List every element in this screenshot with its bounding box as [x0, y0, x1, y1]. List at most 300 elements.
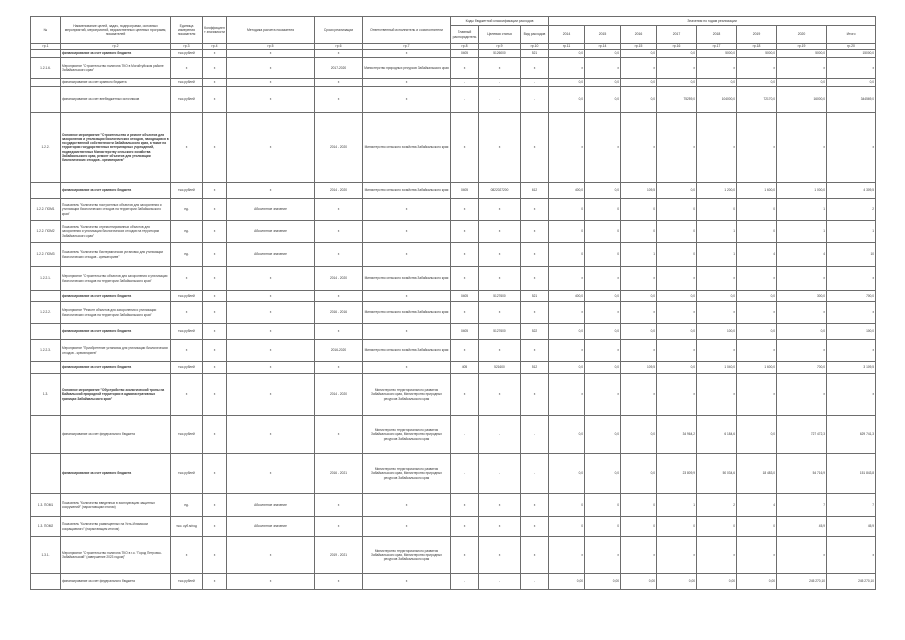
- program-table: [30, 16, 876, 590]
- table-cell: 0405: [451, 324, 479, 340]
- row-title-cell: Мероприятие "Строительство полигона ТКО в г.о. "Город Петровск-Забайкальский" (завершение 2023 годом)": [61, 537, 171, 574]
- table-cell: х: [315, 574, 363, 590]
- row-number-cell: 1.2.2. ПОМ2: [31, 221, 61, 243]
- table-cell: тыс.рублей: [171, 183, 203, 199]
- table-cell: 50 034,6: [697, 454, 737, 494]
- table-cell: х: [827, 374, 876, 416]
- table-cell: 400,0: [549, 291, 585, 302]
- table-cell: 2016 - 2016: [315, 302, 363, 324]
- row-title-cell: финансирование за счет федерального бюджета: [61, 416, 171, 454]
- table-cell: х: [451, 58, 479, 79]
- table-cell: х: [697, 267, 737, 291]
- table-cell: х: [521, 199, 549, 221]
- table-cell: х: [227, 416, 315, 454]
- table-cell: -: [479, 574, 521, 590]
- table-cell: х: [315, 79, 363, 87]
- table-cell: -: [521, 454, 549, 494]
- row-number-cell: 1.3.1.: [31, 537, 61, 574]
- table-cell: 1: [697, 243, 737, 267]
- table-cell: х: [451, 243, 479, 267]
- table-cell: х: [203, 267, 227, 291]
- table-cell: х: [203, 221, 227, 243]
- table-cell: 2014 - 2020: [315, 113, 363, 183]
- table-cell: 0,0: [549, 87, 585, 113]
- table-cell: 0,00: [549, 574, 585, 590]
- table-cell: х: [521, 494, 549, 517]
- table-cell: 0,0: [585, 416, 621, 454]
- table-cell: х: [621, 113, 657, 183]
- header-name: Наименование целей, задач, подпрограмм, основных мероприятий, мероприятий, ведомственных целевых программ, показателей: [61, 17, 171, 44]
- table-cell: 0,0: [549, 362, 585, 374]
- table-cell: Министерство сельского хозяйства Забайкальского края: [363, 183, 451, 199]
- table-cell: х: [521, 374, 549, 416]
- table-cell: 5000,0: [697, 50, 737, 58]
- row-title-cell: Показатель "Количество построенных объектов для захоронения и утилизации биологических отходов на территории Забайкальского края": [61, 199, 171, 221]
- table-cell: х: [657, 113, 697, 183]
- table-cell: х: [585, 58, 621, 79]
- table-cell: х: [227, 50, 315, 58]
- row-number-cell: 1.2.2.2.: [31, 302, 61, 324]
- table-cell: х: [203, 374, 227, 416]
- table-cell: х: [363, 362, 451, 374]
- table-cell: х: [227, 374, 315, 416]
- column-index-cell: гр.10: [521, 44, 549, 50]
- header-expense-type: Вид расходов: [521, 26, 549, 44]
- table-cell: х: [697, 302, 737, 324]
- table-row: [31, 302, 876, 324]
- table-cell: х: [451, 340, 479, 362]
- table-cell: 15000,0: [827, 50, 876, 58]
- table-cell: х: [315, 362, 363, 374]
- table-cell: х: [227, 113, 315, 183]
- table-cell: х: [585, 302, 621, 324]
- table-cell: 300,0: [777, 291, 827, 302]
- table-cell: 521600: [479, 362, 521, 374]
- table-cell: х: [227, 574, 315, 590]
- table-cell: 0,00: [737, 574, 777, 590]
- table-cell: Министерство сельского хозяйства Забайкальского края: [363, 267, 451, 291]
- table-cell: Министерство сельского хозяйства Забайкальского края: [363, 113, 451, 183]
- table-cell: х: [479, 340, 521, 362]
- table-cell: 4: [777, 243, 827, 267]
- row-number-cell: 1.2.2.1.: [31, 267, 61, 291]
- column-index-cell: гр.4: [203, 44, 227, 50]
- column-index-cell: гр.16: [657, 44, 697, 50]
- row-number-cell: 1.2.2. ПОМ1: [31, 199, 61, 221]
- header-method: Методика расчета показателя: [227, 17, 315, 44]
- table-cell: х: [479, 267, 521, 291]
- table-cell: х: [227, 87, 315, 113]
- table-cell: Министерство территориального развития Забайкальского края, Министерство природных ресурсов Забайкальского края: [363, 454, 451, 494]
- column-index-cell: гр.1: [31, 44, 61, 50]
- row-title-cell: Основное мероприятие "Обустройство экологической тропы на Байкальской природной территории в административных границах Забайкальского края": [61, 374, 171, 416]
- table-cell: 1 040,0: [697, 362, 737, 374]
- table-cell: 7: [777, 494, 827, 517]
- table-cell: х: [227, 267, 315, 291]
- table-cell: 0: [621, 517, 657, 537]
- table-cell: х: [657, 302, 697, 324]
- table-cell: х: [171, 537, 203, 574]
- table-cell: х: [621, 58, 657, 79]
- table-cell: 45,9: [827, 517, 876, 537]
- table-cell: х: [737, 340, 777, 362]
- table-cell: х: [227, 183, 315, 199]
- table-cell: х: [827, 113, 876, 183]
- table-cell: 0: [585, 199, 621, 221]
- table-cell: -: [451, 79, 479, 87]
- table-cell: 0,0: [737, 416, 777, 454]
- table-cell: 1: [657, 494, 697, 517]
- table-cell: 245 270,10: [827, 574, 876, 590]
- table-cell: 2019 - 2021: [315, 537, 363, 574]
- table-cell: 5000,0: [737, 50, 777, 58]
- row-title-cell: финансирование за счет краевого бюджета: [61, 50, 171, 58]
- table-cell: 0,0: [737, 291, 777, 302]
- table-cell: х: [479, 374, 521, 416]
- table-cell: 6 184,6: [697, 416, 737, 454]
- table-cell: х: [621, 267, 657, 291]
- table-cell: х: [479, 221, 521, 243]
- table-cell: 0,0: [827, 79, 876, 87]
- table-cell: 0,0: [585, 79, 621, 87]
- table-cell: 1: [621, 243, 657, 267]
- table-cell: х: [203, 199, 227, 221]
- table-cell: х: [363, 517, 451, 537]
- table-cell: 45,9: [777, 517, 827, 537]
- column-index-cell: гр.7: [363, 44, 451, 50]
- row-number-cell: [31, 50, 61, 58]
- table-cell: х: [315, 243, 363, 267]
- table-cell: х: [203, 113, 227, 183]
- table-cell: 0,0: [697, 291, 737, 302]
- table-cell: ед.: [171, 243, 203, 267]
- table-cell: 700,0: [827, 291, 876, 302]
- table-cell: 512: [521, 362, 549, 374]
- table-cell: х: [549, 302, 585, 324]
- table-cell: 5126000: [479, 50, 521, 58]
- table-cell: -: [521, 79, 549, 87]
- table-cell: 0,00: [657, 574, 697, 590]
- table-cell: -: [521, 416, 549, 454]
- table-cell: х: [203, 494, 227, 517]
- header-year: 2018: [697, 26, 737, 44]
- table-cell: тыс.рублей: [171, 416, 203, 454]
- header-budget-codes: Коды бюджетной классификации расходов: [451, 17, 549, 26]
- table-cell: х: [227, 324, 315, 340]
- table-cell: х: [451, 517, 479, 537]
- table-cell: 0,0: [737, 324, 777, 340]
- table-cell: х: [203, 324, 227, 340]
- column-index-cell: гр.17: [697, 44, 737, 50]
- column-index-cell: гр.6: [315, 44, 363, 50]
- table-cell: х: [777, 340, 827, 362]
- table-cell: х: [451, 267, 479, 291]
- table-cell: 0,0: [621, 79, 657, 87]
- table-cell: Министерство природных ресурсов Забайкальского края: [363, 58, 451, 79]
- table-cell: 0,0: [657, 79, 697, 87]
- table-cell: х: [315, 494, 363, 517]
- row-number-cell: 1.2.1.6.: [31, 58, 61, 79]
- table-cell: х: [549, 537, 585, 574]
- table-cell: х: [227, 537, 315, 574]
- table-cell: х: [827, 340, 876, 362]
- table-cell: Министерство сельского хозяйства Забайкальского края: [363, 340, 451, 362]
- table-cell: 0822027200: [479, 183, 521, 199]
- table-cell: тыс.рублей: [171, 291, 203, 302]
- spreadsheet-page: [30, 16, 875, 590]
- table-cell: х: [521, 267, 549, 291]
- table-cell: х: [657, 267, 697, 291]
- table-row: [31, 183, 876, 199]
- row-number-cell: [31, 454, 61, 494]
- table-cell: 700,0: [777, 362, 827, 374]
- table-cell: тыс.рублей: [171, 454, 203, 494]
- row-number-cell: 1.2.2.: [31, 113, 61, 183]
- table-cell: 0: [621, 494, 657, 517]
- table-cell: х: [227, 58, 315, 79]
- row-title-cell: финансирование за счет краевого бюджета: [61, 454, 171, 494]
- table-cell: х: [521, 302, 549, 324]
- table-cell: 0,0: [657, 291, 697, 302]
- table-cell: 0,0: [621, 291, 657, 302]
- table-cell: 0,0: [585, 454, 621, 494]
- column-index-cell: гр.18: [737, 44, 777, 50]
- table-cell: х: [657, 537, 697, 574]
- table-cell: 2014 - 2020: [315, 183, 363, 199]
- table-cell: х: [479, 199, 521, 221]
- row-number-cell: [31, 416, 61, 454]
- table-cell: -: [451, 574, 479, 590]
- table-cell: х: [363, 324, 451, 340]
- row-number-cell: 1.3. ПОМ1: [31, 494, 61, 517]
- table-cell: х: [697, 58, 737, 79]
- table-cell: х: [777, 537, 827, 574]
- table-cell: х: [203, 291, 227, 302]
- header-total: Итого: [827, 26, 876, 44]
- table-row: [31, 454, 876, 494]
- header-year: 2019: [737, 26, 777, 44]
- table-cell: 0: [657, 243, 697, 267]
- table-cell: 0,0: [657, 362, 697, 374]
- table-cell: 104000,0: [697, 87, 737, 113]
- table-cell: х: [203, 362, 227, 374]
- header-year: 2014: [549, 26, 585, 44]
- table-cell: тыс.рублей: [171, 362, 203, 374]
- table-row: [31, 324, 876, 340]
- header-row-top: [31, 17, 876, 26]
- table-cell: х: [521, 537, 549, 574]
- table-cell: х: [621, 537, 657, 574]
- table-cell: 522: [521, 324, 549, 340]
- table-cell: 0,0: [697, 79, 737, 87]
- table-cell: х: [363, 87, 451, 113]
- table-body: [31, 44, 876, 590]
- table-cell: х: [549, 267, 585, 291]
- table-cell: 0: [621, 199, 657, 221]
- table-cell: тыс.рублей: [171, 79, 203, 87]
- table-cell: 0,0: [621, 324, 657, 340]
- table-cell: х: [203, 537, 227, 574]
- row-title-cell: финансирование за счет федерального бюджета: [61, 574, 171, 590]
- table-cell: Абсолютное значение: [227, 494, 315, 517]
- table-cell: 344569,0: [827, 87, 876, 113]
- table-cell: 0: [737, 517, 777, 537]
- table-cell: х: [315, 324, 363, 340]
- table-cell: 1 600,0: [737, 183, 777, 199]
- table-cell: 400,0: [549, 183, 585, 199]
- table-row: [31, 87, 876, 113]
- table-cell: 0,0: [585, 87, 621, 113]
- table-cell: х: [521, 113, 549, 183]
- table-cell: 23 809,9: [657, 454, 697, 494]
- table-cell: -: [479, 454, 521, 494]
- column-index-cell: гр.3: [171, 44, 203, 50]
- table-cell: 2017-2020: [315, 58, 363, 79]
- table-cell: 5127600: [479, 324, 521, 340]
- table-cell: 1 000,0: [777, 183, 827, 199]
- header-period: Сроки реализации: [315, 17, 363, 44]
- table-cell: 100,0: [697, 324, 737, 340]
- table-cell: -: [451, 87, 479, 113]
- table-cell: х: [451, 199, 479, 221]
- table-cell: х: [549, 374, 585, 416]
- table-cell: х: [451, 113, 479, 183]
- table-cell: х: [203, 574, 227, 590]
- table-cell: тыс.рублей: [171, 50, 203, 58]
- table-cell: х: [203, 302, 227, 324]
- table-cell: х: [203, 87, 227, 113]
- table-cell: х: [227, 340, 315, 362]
- table-cell: х: [777, 113, 827, 183]
- table-cell: х: [737, 267, 777, 291]
- table-row: [31, 340, 876, 362]
- table-cell: 4: [737, 243, 777, 267]
- table-cell: ед.: [171, 199, 203, 221]
- table-cell: 1: [697, 221, 737, 243]
- table-cell: тыс. куб.м/год: [171, 517, 203, 537]
- table-row: [31, 199, 876, 221]
- table-cell: 0: [549, 243, 585, 267]
- table-cell: х: [227, 79, 315, 87]
- table-cell: Абсолютное значение: [227, 221, 315, 243]
- table-cell: х: [451, 221, 479, 243]
- table-cell: х: [171, 58, 203, 79]
- row-title-cell: Мероприятие "Строительство объектов для захоронения и утилизации биологических отходов на территории Забайкальского края": [61, 267, 171, 291]
- table-cell: 1: [777, 199, 827, 221]
- table-row: [31, 221, 876, 243]
- table-cell: х: [479, 243, 521, 267]
- table-cell: Министерство территориального развития Забайкальского края, Министерство природных ресурсов Забайкальского края: [363, 416, 451, 454]
- table-cell: 0,0: [549, 79, 585, 87]
- table-cell: х: [171, 113, 203, 183]
- table-row: [31, 79, 876, 87]
- table-cell: х: [203, 416, 227, 454]
- header-year: 2017: [657, 26, 697, 44]
- table-cell: х: [451, 374, 479, 416]
- table-cell: 54 716,9: [777, 454, 827, 494]
- table-cell: х: [521, 221, 549, 243]
- table-cell: х: [777, 302, 827, 324]
- row-title-cell: Показатель "Количество размещенных на Усть-Илимском сокращаемого" (нарастающим итогом): [61, 517, 171, 537]
- table-row: [31, 362, 876, 374]
- header-year: 2016: [621, 26, 657, 44]
- table-cell: 0405: [451, 50, 479, 58]
- row-number-cell: 1.3. ПОМ2: [31, 517, 61, 537]
- table-cell: 0: [621, 221, 657, 243]
- table-cell: х: [521, 517, 549, 537]
- header-no: №: [31, 17, 61, 44]
- table-cell: х: [585, 537, 621, 574]
- table-cell: х: [315, 87, 363, 113]
- table-cell: х: [363, 79, 451, 87]
- table-cell: х: [203, 79, 227, 87]
- row-title-cell: Показатель "Количество отремонтированных объектов для захоронения и утилизации биологических отходов на территории Забайкальского края": [61, 221, 171, 243]
- table-cell: 0: [697, 199, 737, 221]
- table-cell: 0: [657, 221, 697, 243]
- table-cell: х: [549, 340, 585, 362]
- table-cell: х: [737, 113, 777, 183]
- row-title-cell: Мероприятие "Ремонт объектов для захоронения и утилизации биологических отходов на территории Забайкальского края": [61, 302, 171, 324]
- table-cell: х: [315, 199, 363, 221]
- table-cell: х: [777, 267, 827, 291]
- table-cell: 0,0: [621, 416, 657, 454]
- row-title-cell: Основное мероприятие "Строительство и ремонт объектов для захоронения и утилизации биологических отходов, находящихся в государственной собственности Забайкальского края, а также на территории государственных ветеринарных учреждений, подведомственных Министерству сельского хозяйства Забайкальского края, ремонт объектов для утилизации биологических отходов - крематориев": [61, 113, 171, 183]
- table-cell: 245 270,10: [777, 574, 827, 590]
- table-cell: х: [697, 374, 737, 416]
- table-cell: 612: [521, 183, 549, 199]
- table-cell: ед.: [171, 494, 203, 517]
- table-cell: тыс.рублей: [171, 574, 203, 590]
- header-year: 2020: [777, 26, 827, 44]
- table-cell: х: [315, 416, 363, 454]
- table-cell: х: [363, 291, 451, 302]
- row-title-cell: финансирование за счет краевого бюджета: [61, 362, 171, 374]
- column-index-cell: гр.9: [479, 44, 521, 50]
- column-index-cell: гр.19: [777, 44, 827, 50]
- table-cell: 75259,0: [657, 87, 697, 113]
- row-title-cell: Мероприятие "Приобретение установок для утилизации биологических отходов - крематориев": [61, 340, 171, 362]
- table-cell: х: [697, 537, 737, 574]
- table-cell: х: [451, 302, 479, 324]
- table-cell: х: [171, 302, 203, 324]
- table-cell: х: [451, 537, 479, 574]
- table-cell: х: [479, 494, 521, 517]
- table-cell: 0,0: [585, 50, 621, 58]
- table-cell: Министерство территориального развития Забайкальского края, Министерство природных ресурсов Забайкальского края: [363, 374, 451, 416]
- table-cell: 0,0: [621, 50, 657, 58]
- row-number-cell: [31, 324, 61, 340]
- table-cell: х: [171, 267, 203, 291]
- table-cell: х: [451, 494, 479, 517]
- table-row: [31, 517, 876, 537]
- row-number-cell: [31, 79, 61, 87]
- table-cell: х: [479, 58, 521, 79]
- column-index-cell: гр.5: [227, 44, 315, 50]
- table-cell: 10: [827, 243, 876, 267]
- table-cell: х: [621, 302, 657, 324]
- table-cell: 1 600,0: [737, 362, 777, 374]
- table-cell: 2016-2020: [315, 340, 363, 362]
- row-number-cell: [31, 291, 61, 302]
- table-cell: 0: [657, 517, 697, 537]
- table-cell: х: [203, 340, 227, 362]
- column-index-cell: гр.11: [549, 44, 585, 50]
- table-cell: 0: [737, 199, 777, 221]
- table-row: [31, 267, 876, 291]
- table-row: [31, 494, 876, 517]
- table-row: [31, 537, 876, 574]
- table-cell: -: [479, 79, 521, 87]
